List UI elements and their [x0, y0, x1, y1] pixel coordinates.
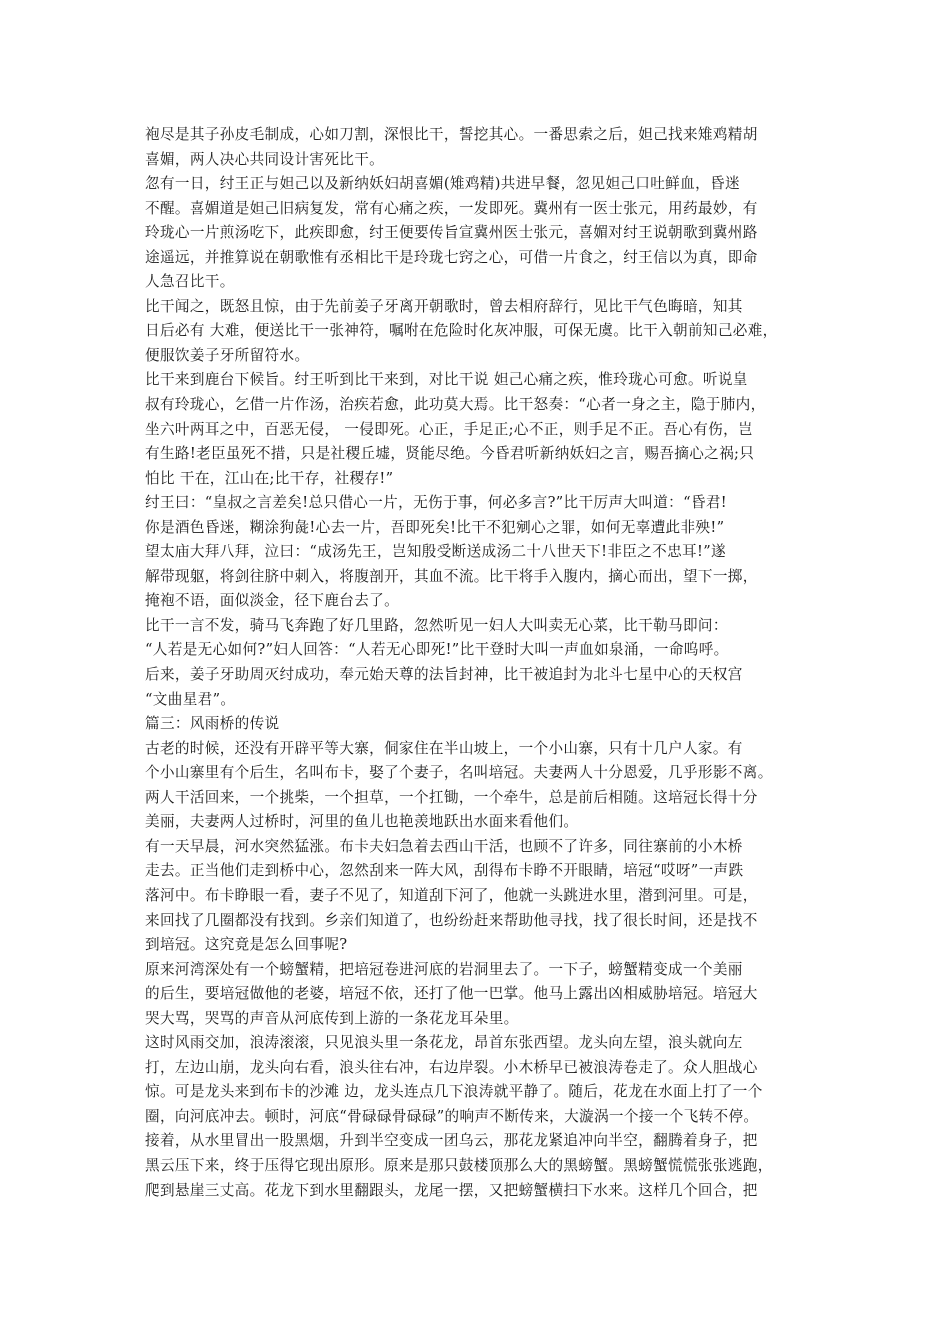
text-line: “文曲星君”。 — [145, 690, 236, 708]
text-line: 比干闻之，既怒且惊，由于先前姜子牙离开朝歌时，曾去相府辞行，见比干气色晦暗，知其 — [145, 297, 743, 315]
text-line: 有一天早晨，河水突然猛涨。布卡夫妇急着去西山干活，也顾不了许多，同往寨前的小木桥 — [145, 837, 743, 855]
text-line: 望太庙大拜八拜，泣曰：“成汤先王，岂知殷受断送成汤二十八世天下!非臣之不忠耳!”遂 — [145, 543, 726, 561]
text-line: 纣王曰：“皇叔之言差矣!总只借心一片，无伤于事，何必多言?”比干厉声大叫道：“昏君! — [145, 494, 728, 512]
text-line: 途遥远，并推算说在朝歌惟有丞相比干是玲珑七窍之心，可借一片食之，纣王信以为真，即命 — [145, 248, 758, 266]
text-line: 的后生，要培冠做他的老婆，培冠不依，还打了他一巴掌。他马上露出凶相威胁培冠。培冠大 — [145, 985, 758, 1003]
document-body — [145, 123, 810, 1203]
text-line: 到培冠。这究竟是怎么回事呢? — [145, 936, 348, 954]
text-line: 解带现躯，将剑往脐中刺入，将腹剖开，其血不流。比干将手入腹内，摘心而出，望下一掷， — [145, 567, 758, 585]
text-line: 哭大骂，哭骂的声音从河底传到上游的一条花龙耳朵里。 — [145, 1009, 519, 1027]
text-line: 比干一言不发，骑马飞奔跑了好几里路，忽然听见一妇人大叫卖无心菜，比干勒马即问： — [145, 616, 728, 634]
text-line: 掩袍不语，面似淡金，径下鹿台去了。 — [145, 592, 400, 610]
text-line: 玲珑心一片煎汤吃下，此疾即愈，纣王便要传旨宣冀州医士张元，喜媚对纣王说朝歌到冀州路 — [145, 224, 758, 242]
text-line: 古老的时候，还没有开辟平等大寨，侗家住在半山坡上，一个小山寨，只有十几户人家。有 — [145, 739, 743, 757]
text-line: 圈，向河底冲去。顿时，河底“骨碌碌骨碌碌”的响声不断传来，大漩涡一个接一个飞转不停。 — [145, 1107, 759, 1125]
text-line: 你是酒色昏迷，糊涂狗彘!心去一片，吾即死矣!比干不犯剜心之罪，如何无辜遭此非殃!” — [145, 518, 725, 536]
text-line: 打，左边山崩，龙头向右看，浪头往右冲，右边岸裂。小木桥早已被浪涛卷走了。众人胆战心 — [145, 1058, 758, 1076]
text-line: 两人干活回来，一个挑柴，一个担草，一个扛锄，一个牵牛，总是前后相随。这培冠长得十分 — [145, 788, 758, 806]
text-line: 爬到悬崖三丈高。花龙下到水里翻跟头，龙尾一摆，又把螃蟹横扫下水来。这样几个回合，把 — [145, 1181, 758, 1199]
text-line: 篇三：风雨桥的传说 — [145, 715, 280, 733]
text-line: 落河中。布卡睁眼一看，妻子不见了，知道刮下河了，他就一头跳进水里，潜到河里。可是， — [145, 886, 758, 904]
text-line: 叔有玲珑心，乞借一片作汤，治疾若愈，此功莫大焉。比干怒奏：“心者一身之主，隐于肺内， — [145, 396, 766, 414]
text-line: 比干来到鹿台下候旨。纣王听到比干来到，对比干说 妲己心痛之疾，惟玲珑心可愈。听说皇 — [145, 371, 748, 389]
text-line: 原来河湾深处有一个螃蟹精，把培冠卷进河底的岩洞里去了。一下子，螃蟹精变成一个美丽 — [145, 960, 743, 978]
text-line: 忽有一日，纣王正与妲己以及新纳妖妇胡喜媚(雉鸡精)共进早餐，忽见妲己口吐鲜血，昏迷 — [145, 175, 740, 193]
text-line: 便服饮姜子牙所留符水。 — [145, 346, 310, 364]
text-line: 走去。正当他们走到桥中心，忽然刮来一阵大风，刮得布卡睁不开眼睛，培冠“哎呀”一声跌 — [145, 862, 744, 880]
text-line: 喜媚，两人决心共同设计害死比干。 — [145, 150, 385, 168]
text-line: 不醒。喜媚道是妲己旧病复发，常有心痛之疾，一发即死。冀州有一医士张元，用药最妙，有 — [145, 199, 758, 217]
text-line: 坐六叶两耳之中，百恶无侵， 一侵即死。心正，手足正;心不正，则手足不正。吾心有伤，岂 — [145, 420, 754, 438]
text-line: 黑云压下来，终于压得它现出原形。原来是那只鼓楼顶那么大的黑螃蟹。黑螃蟹慌慌张张逃跑， — [145, 1156, 773, 1174]
text-line: 来回找了几圈都没有找到。乡亲们知道了，也纷纷赶来帮助他寻找，找了很长时间，还是找不 — [145, 911, 758, 929]
text-line: “人若是无心如何?”妇人回答：“人若无心即死!”比干登时大叫一声血如泉涌，一命呜呼。 — [145, 641, 729, 659]
text-line: 日后必有 大难，便送比干一张神符，嘱咐在危险时化灰冲服，可保无虞。比干入朝前知己必难， — [145, 322, 778, 340]
text-line: 有生路!老臣虽死不措，只是社稷丘墟，贤能尽绝。今昏君听新纳妖妇之言，赐吾摘心之祸;只 — [145, 445, 755, 463]
text-line: 接着，从水里冒出一股黑烟，升到半空变成一团乌云，那花龙紧追冲向半空，翻腾着身子，把 — [145, 1132, 758, 1150]
text-line: 这时风雨交加，浪涛滚滚，只见浪头里一条花龙，昂首东张西望。龙头向左望，浪头就向左 — [145, 1034, 743, 1052]
text-line: 后来，姜子牙助周灭纣成功，奉元始天尊的法旨封神，比干被追封为北斗七星中心的天权宫 — [145, 666, 743, 684]
text-line: 袍尽是其子孙皮毛制成，心如刀割，深恨比干，誓挖其心。一番思索之后，妲己找来雉鸡精胡 — [145, 126, 758, 143]
text-line: 美丽，夫妻两人过桥时，河里的鱼儿也艳羡地跃出水面来看他们。 — [145, 813, 579, 831]
text-line: 怕比 干在，江山在;比干存，社稷存!” — [145, 469, 394, 487]
text-line: 人急召比干。 — [145, 273, 235, 291]
text-line: 惊。可是龙头来到布卡的沙滩 边，龙头连点几下浪涛就平静了。随后，花龙在水面上打了一个 — [145, 1083, 763, 1101]
text-line: 个小山寨里有个后生，名叫布卡，娶了个妻子，名叫培冠。夫妻两人十分恩爱，几乎形影不离。 — [145, 764, 773, 782]
